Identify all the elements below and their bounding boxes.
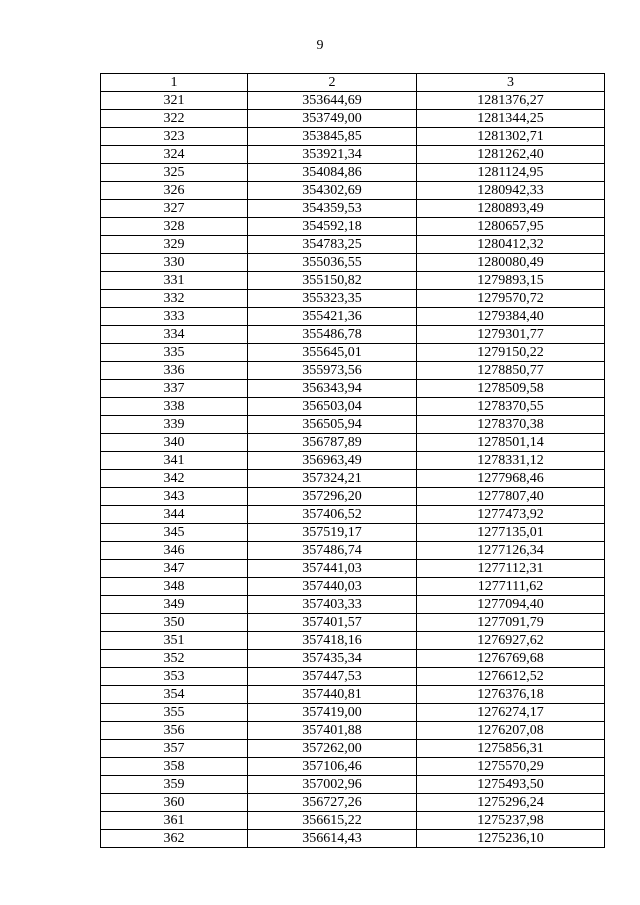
table-row xyxy=(101,830,605,848)
x-coordinate-cell: 357403,33 xyxy=(248,596,417,614)
table-row xyxy=(101,290,605,308)
y-coordinate-cell: 1275296,24 xyxy=(417,794,605,812)
point-number-cell: 327 xyxy=(101,200,248,218)
table-row xyxy=(101,128,605,146)
point-number-cell: 340 xyxy=(101,434,248,452)
x-coordinate-cell: 353921,34 xyxy=(248,146,417,164)
point-number-cell: 338 xyxy=(101,398,248,416)
table-row xyxy=(101,344,605,362)
point-number-cell: 358 xyxy=(101,758,248,776)
point-number-cell: 359 xyxy=(101,776,248,794)
y-coordinate-cell: 1277968,46 xyxy=(417,470,605,488)
table-row xyxy=(101,524,605,542)
table-header xyxy=(101,74,605,92)
page-number: 9 xyxy=(316,38,324,53)
y-coordinate-cell: 1279301,77 xyxy=(417,326,605,344)
x-coordinate-cell: 356615,22 xyxy=(248,812,417,830)
y-coordinate-cell: 1277091,79 xyxy=(417,614,605,632)
point-number-cell: 357 xyxy=(101,740,248,758)
table-row xyxy=(101,758,605,776)
y-coordinate-cell: 1277112,31 xyxy=(417,560,605,578)
y-coordinate-cell: 1275236,10 xyxy=(417,830,605,848)
y-coordinate-cell: 1275493,50 xyxy=(417,776,605,794)
y-coordinate-cell: 1280412,32 xyxy=(417,236,605,254)
x-coordinate-cell: 357440,03 xyxy=(248,578,417,596)
y-coordinate-cell: 1277473,92 xyxy=(417,506,605,524)
y-coordinate-cell: 1281124,95 xyxy=(417,164,605,182)
column-header-1: 1 xyxy=(101,74,248,92)
x-coordinate-cell: 354302,69 xyxy=(248,182,417,200)
table-row xyxy=(101,380,605,398)
point-number-cell: 356 xyxy=(101,722,248,740)
table-row xyxy=(101,812,605,830)
table-row xyxy=(101,578,605,596)
x-coordinate-cell: 356963,49 xyxy=(248,452,417,470)
y-coordinate-cell: 1277094,40 xyxy=(417,596,605,614)
x-coordinate-cell: 353845,85 xyxy=(248,128,417,146)
point-number-cell: 329 xyxy=(101,236,248,254)
point-number-cell: 351 xyxy=(101,632,248,650)
y-coordinate-cell: 1280893,49 xyxy=(417,200,605,218)
x-coordinate-cell: 357262,00 xyxy=(248,740,417,758)
point-number-cell: 348 xyxy=(101,578,248,596)
y-coordinate-cell: 1278370,38 xyxy=(417,416,605,434)
table-row xyxy=(101,398,605,416)
y-coordinate-cell: 1278509,58 xyxy=(417,380,605,398)
x-coordinate-cell: 354592,18 xyxy=(248,218,417,236)
x-coordinate-cell: 356727,26 xyxy=(248,794,417,812)
point-number-cell: 324 xyxy=(101,146,248,164)
x-coordinate-cell: 357447,53 xyxy=(248,668,417,686)
point-number-cell: 326 xyxy=(101,182,248,200)
table-row xyxy=(101,452,605,470)
y-coordinate-cell: 1276612,52 xyxy=(417,668,605,686)
table-row xyxy=(101,92,605,110)
table-row xyxy=(101,794,605,812)
y-coordinate-cell: 1281302,71 xyxy=(417,128,605,146)
table-row xyxy=(101,200,605,218)
table-row xyxy=(101,146,605,164)
x-coordinate-cell: 353749,00 xyxy=(248,110,417,128)
table-row xyxy=(101,362,605,380)
coordinates-table xyxy=(100,73,605,848)
point-number-cell: 331 xyxy=(101,272,248,290)
y-coordinate-cell: 1275570,29 xyxy=(417,758,605,776)
column-header-3: 3 xyxy=(417,74,605,92)
y-coordinate-cell: 1278331,12 xyxy=(417,452,605,470)
point-number-cell: 334 xyxy=(101,326,248,344)
x-coordinate-cell: 356343,94 xyxy=(248,380,417,398)
x-coordinate-cell: 357002,96 xyxy=(248,776,417,794)
y-coordinate-cell: 1278850,77 xyxy=(417,362,605,380)
point-number-cell: 339 xyxy=(101,416,248,434)
y-coordinate-cell: 1280657,95 xyxy=(417,218,605,236)
x-coordinate-cell: 355486,78 xyxy=(248,326,417,344)
point-number-cell: 361 xyxy=(101,812,248,830)
x-coordinate-cell: 354783,25 xyxy=(248,236,417,254)
x-coordinate-cell: 356503,04 xyxy=(248,398,417,416)
y-coordinate-cell: 1278501,14 xyxy=(417,434,605,452)
x-coordinate-cell: 357401,88 xyxy=(248,722,417,740)
point-number-cell: 354 xyxy=(101,686,248,704)
x-coordinate-cell: 357419,00 xyxy=(248,704,417,722)
y-coordinate-cell: 1276769,68 xyxy=(417,650,605,668)
y-coordinate-cell: 1275856,31 xyxy=(417,740,605,758)
table-row xyxy=(101,560,605,578)
x-coordinate-cell: 357296,20 xyxy=(248,488,417,506)
y-coordinate-cell: 1279384,40 xyxy=(417,308,605,326)
y-coordinate-cell: 1280942,33 xyxy=(417,182,605,200)
y-coordinate-cell: 1278370,55 xyxy=(417,398,605,416)
table-row xyxy=(101,632,605,650)
point-number-cell: 350 xyxy=(101,614,248,632)
x-coordinate-cell: 355036,55 xyxy=(248,254,417,272)
point-number-cell: 346 xyxy=(101,542,248,560)
x-coordinate-cell: 357486,74 xyxy=(248,542,417,560)
table-row xyxy=(101,434,605,452)
point-number-cell: 347 xyxy=(101,560,248,578)
x-coordinate-cell: 356787,89 xyxy=(248,434,417,452)
x-coordinate-cell: 355323,35 xyxy=(248,290,417,308)
y-coordinate-cell: 1279893,15 xyxy=(417,272,605,290)
x-coordinate-cell: 357406,52 xyxy=(248,506,417,524)
y-coordinate-cell: 1276207,08 xyxy=(417,722,605,740)
x-coordinate-cell: 356505,94 xyxy=(248,416,417,434)
y-coordinate-cell: 1281262,40 xyxy=(417,146,605,164)
point-number-cell: 330 xyxy=(101,254,248,272)
y-coordinate-cell: 1277126,34 xyxy=(417,542,605,560)
x-coordinate-cell: 354359,53 xyxy=(248,200,417,218)
point-number-cell: 328 xyxy=(101,218,248,236)
table-row xyxy=(101,740,605,758)
x-coordinate-cell: 357441,03 xyxy=(248,560,417,578)
table-row xyxy=(101,686,605,704)
table-body xyxy=(101,92,605,848)
x-coordinate-cell: 357435,34 xyxy=(248,650,417,668)
x-coordinate-cell: 353644,69 xyxy=(248,92,417,110)
table-row xyxy=(101,596,605,614)
x-coordinate-cell: 355973,56 xyxy=(248,362,417,380)
x-coordinate-cell: 355150,82 xyxy=(248,272,417,290)
y-coordinate-cell: 1280080,49 xyxy=(417,254,605,272)
table-row xyxy=(101,722,605,740)
point-number-cell: 352 xyxy=(101,650,248,668)
point-number-cell: 342 xyxy=(101,470,248,488)
x-coordinate-cell: 357324,21 xyxy=(248,470,417,488)
y-coordinate-cell: 1279570,72 xyxy=(417,290,605,308)
point-number-cell: 323 xyxy=(101,128,248,146)
table-row xyxy=(101,236,605,254)
point-number-cell: 333 xyxy=(101,308,248,326)
point-number-cell: 321 xyxy=(101,92,248,110)
x-coordinate-cell: 357418,16 xyxy=(248,632,417,650)
point-number-cell: 360 xyxy=(101,794,248,812)
y-coordinate-cell: 1277807,40 xyxy=(417,488,605,506)
table-row xyxy=(101,650,605,668)
point-number-cell: 343 xyxy=(101,488,248,506)
y-coordinate-cell: 1275237,98 xyxy=(417,812,605,830)
table-row xyxy=(101,470,605,488)
column-header-2: 2 xyxy=(248,74,417,92)
point-number-cell: 322 xyxy=(101,110,248,128)
x-coordinate-cell: 356614,43 xyxy=(248,830,417,848)
y-coordinate-cell: 1279150,22 xyxy=(417,344,605,362)
table-row xyxy=(101,218,605,236)
y-coordinate-cell: 1277111,62 xyxy=(417,578,605,596)
table-row xyxy=(101,704,605,722)
table-row xyxy=(101,110,605,128)
table-row xyxy=(101,182,605,200)
point-number-cell: 337 xyxy=(101,380,248,398)
point-number-cell: 332 xyxy=(101,290,248,308)
point-number-cell: 335 xyxy=(101,344,248,362)
x-coordinate-cell: 357401,57 xyxy=(248,614,417,632)
y-coordinate-cell: 1281376,27 xyxy=(417,92,605,110)
x-coordinate-cell: 357106,46 xyxy=(248,758,417,776)
table-row xyxy=(101,668,605,686)
y-coordinate-cell: 1281344,25 xyxy=(417,110,605,128)
table-row xyxy=(101,506,605,524)
table-row xyxy=(101,254,605,272)
x-coordinate-cell: 357519,17 xyxy=(248,524,417,542)
table-row xyxy=(101,326,605,344)
table-row xyxy=(101,416,605,434)
x-coordinate-cell: 355421,36 xyxy=(248,308,417,326)
table-row xyxy=(101,614,605,632)
y-coordinate-cell: 1276927,62 xyxy=(417,632,605,650)
table-row xyxy=(101,272,605,290)
header-row xyxy=(101,74,605,92)
point-number-cell: 344 xyxy=(101,506,248,524)
table-row xyxy=(101,308,605,326)
point-number-cell: 362 xyxy=(101,830,248,848)
point-number-cell: 341 xyxy=(101,452,248,470)
point-number-cell: 336 xyxy=(101,362,248,380)
point-number-cell: 349 xyxy=(101,596,248,614)
x-coordinate-cell: 354084,86 xyxy=(248,164,417,182)
table-row xyxy=(101,488,605,506)
point-number-cell: 345 xyxy=(101,524,248,542)
y-coordinate-cell: 1277135,01 xyxy=(417,524,605,542)
table-row xyxy=(101,776,605,794)
table-row xyxy=(101,542,605,560)
x-coordinate-cell: 357440,81 xyxy=(248,686,417,704)
point-number-cell: 355 xyxy=(101,704,248,722)
table-row xyxy=(101,164,605,182)
point-number-cell: 325 xyxy=(101,164,248,182)
y-coordinate-cell: 1276376,18 xyxy=(417,686,605,704)
x-coordinate-cell: 355645,01 xyxy=(248,344,417,362)
y-coordinate-cell: 1276274,17 xyxy=(417,704,605,722)
point-number-cell: 353 xyxy=(101,668,248,686)
